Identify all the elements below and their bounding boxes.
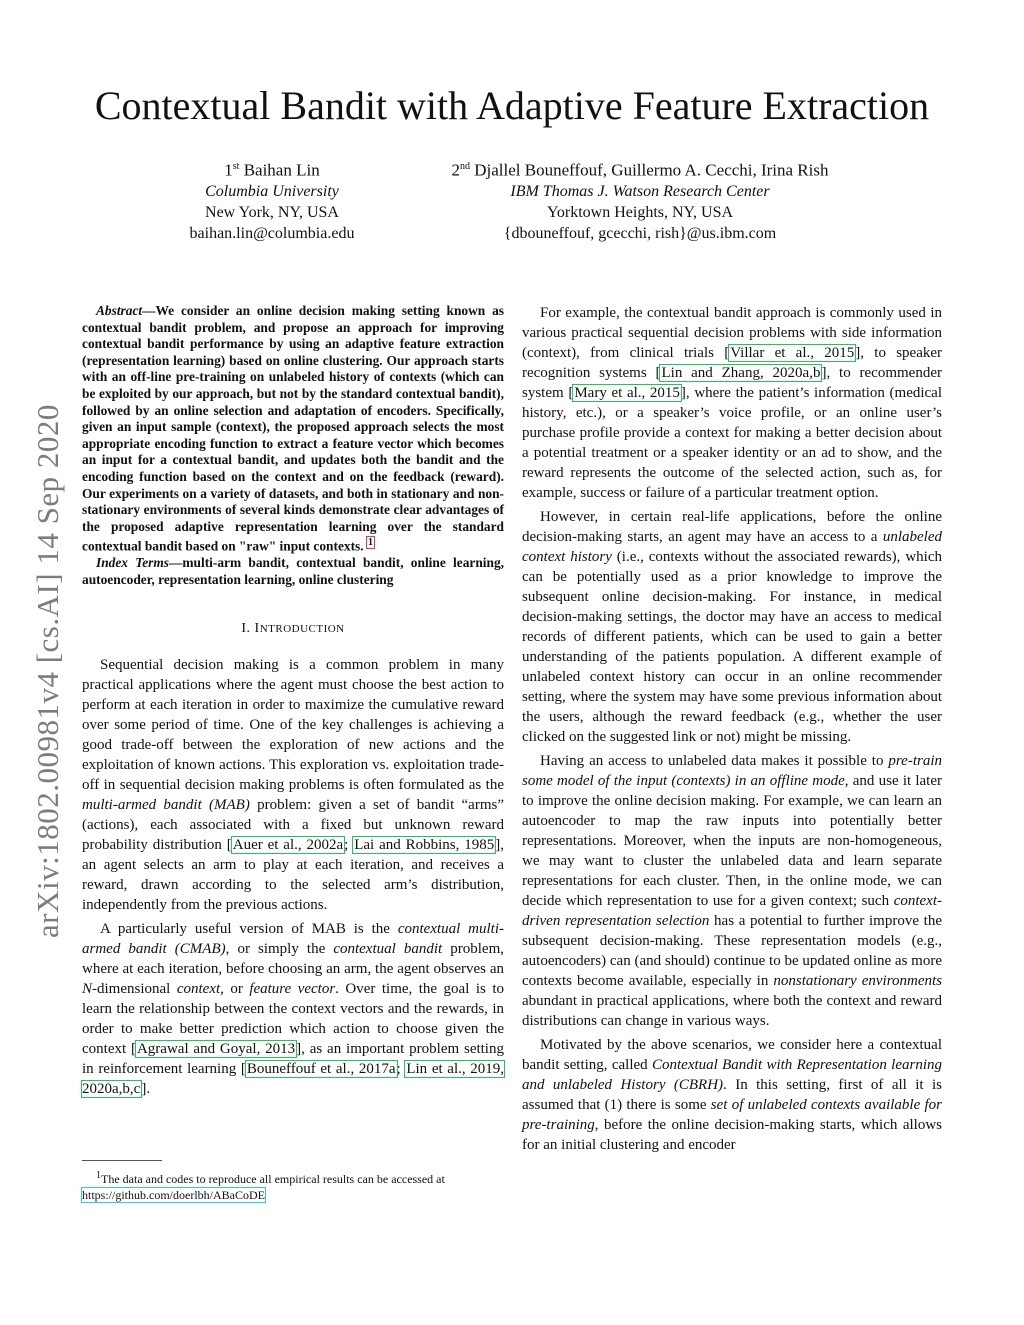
citation-link[interactable]: Bouneffouf et al., 2017a [246,1060,396,1077]
citation-link[interactable]: Agrawal and Goyal, 2013 [136,1040,296,1057]
arxiv-identifier: arXiv:1802.00981v4 [cs.AI] 14 Sep 2020 [30,404,65,938]
code-url-link[interactable]: https://github.com/doerlbh/ABaCoDE [82,1188,265,1202]
author-email: {dbouneffouf, gcecchi, rish}@us.ibm.com [503,224,777,242]
intro-paragraph-3: For example, the contextual bandit approach is commonly used in various practical sequential decision problems with side information (context), from clinical trials [Villar et al., 2015], to speaker recognition systems [Lin and Zhang, 2020a,b], to recommender system [Mary et al., 2015], where the patient’s information (medical history, etc.), or a speaker’s voice profile, or an online user’s purchase profile provide a context for making a better decision about a potential treatment or a speaker identity or an ad to show, and the reward represents the outcome of the selected action, such as, for example, success or failure of a particular treatment option. [522,305,943,501]
citation-link[interactable]: Villar et al., 2015 [730,345,855,361]
author-email: baihan.lin@columbia.edu [189,224,355,242]
author-name: 2nd Djallel Bouneffouf, Guillermo A. Cecchi, Irina Rish [451,160,829,180]
author-location: Yorktown Heights, NY, USA [546,203,734,221]
intro-paragraph-4: However, in certain real-life applications, before the online decision-making starts, an agent may have an access to a unlabeled context history (i.e., contexts without the associated rewards), which can be potentially used as a prior knowledge to improve the subsequent online decision-making. For instance, in medical decision-making settings, the doctor may have an access to medical records of different patients, which can be used to gain a better understanding of the patients population. A different example of unlabeled context history can occur in an online recommender setting, where the system may have some previous information about the users, although the reward feedback (e.g., whether the user clicked on the suggested link or not) might be missing. [522,509,942,745]
citation-link[interactable]: Mary et al., 2015 [574,385,680,401]
paper-title: Contextual Bandit with Adaptive Feature Extraction [94,83,930,128]
footnote-divider [82,1160,162,1161]
author-affiliation: Columbia University [205,182,339,200]
right-column [522,303,942,1159]
author-name: 1st Baihan Lin [224,160,320,180]
left-column [82,303,504,1103]
citation-link[interactable]: Lai and Robbins, 1985 [354,836,495,853]
footnote-link[interactable]: 1 [367,537,373,549]
intro-paragraph-2: A particularly useful version of MAB is the contextual multi-armed bandit (CMAB), or simply the contextual bandit problem, where at each iteration, before choosing an arm, the agent observes an N-dimensional context, or feature vector. Over time, the goal is to learn the relationship between the context vectors and the rewards, in order to make better prediction which action to choose given the context [Agrawal and Goyal, 2013], as an important problem setting in reinforcement learning [Bouneffouf et al., 2017a; Lin et al., 2019, 2020a,b,c]. [82,920,505,1097]
section-heading: I. INTRODUCTION [241,620,345,636]
citation-link[interactable]: Lin and Zhang, 2020a,b [661,365,821,381]
citation-link[interactable]: Auer et al., 2002a [232,836,344,853]
abstract: Abstract—We consider an online decision making setting known as contextual bandit problem, and propose an approach for improving contextual bandit performance by using an adaptive feature extraction (representation learning) based on online clustering. Our approach starts with an off-line pre-training on unlabeled history of contexts (which can be exploited by our approach, but not by the standard contextual bandit), followed by an online selection and adaptation of encoders. Specifically, given an input sample (context), the proposed approach selects the most appropriate encoding function to extract a feature vector which becomes an input for a contextual bandit, and updates both the bandit and the encoding function based on the context and on the feedback (reward). Our experiments on a variety of datasets, and both in stationary and non-stationary environments of several kinds demonstrate clear advantages of the proposed adaptive representation learning over the standard contextual bandit based on "raw" input contexts. $^1$ [82,303,504,554]
footnote: $^1$The data and codes to reproduce all empirical results can be accessed at https://github.com/doerlbh/ABaCoDE [82,1170,445,1202]
author-block-2 [400,156,880,244]
index-terms: Index Terms—multi-arm bandit, contextual bandit, online learning, autoencoder, representation learning, online clustering [82,555,504,587]
author-affiliation: IBM Thomas J. Watson Research Center [510,182,770,200]
intro-paragraph-1: Sequential decision making is a common problem in many practical applications where the agent must choose the best action to perform at each iteration in order to maximize the cumulative reward over some period of time. One of the key challenges is achieving a good trade-off between the exploration of new actions and the exploitation of known actions. This exploration vs. exploitation trade-off in sequential decision making problems is often formulated as the multi-armed bandit (MAB) problem: given a set of bandit “arms” (actions), each associated with a fixed but unknown reward probability distribution [Auer et al., 2002a; Lai and Robbins, 1985], an agent selects an arm to play at each iteration, and receives a reward, drawn according to the selected arm’s distribution, independently from the previous actions. [82,656,504,913]
author-location: New York, NY, USA [205,203,339,221]
intro-paragraph-5: Having an access to unlabeled data makes it possible to pre-train some model of the input (contexts) in an offline mode, and use it later to improve the online decision making. For example, we can learn an autoencoder to map the raw inputs into potentially better representations. Moreover, when the inputs are non-homogeneous, we may want to cluster the unlabeled data and learn separate representations for each cluster. Then, in the online mode, we can decide which representation to use for a given context; such context-driven representation selection has a potential to further improve the subsequent decision-making. These representation models (e.g., autoencoders) can (and should) continue to be updated online as more contexts become available, especially in nonstationary environments abundant in practical applications, where both the context and reward distributions can change in various ways. [522,753,943,1029]
citation-link[interactable]: Lin et al., 2019, 2020a,b,c [82,1060,505,1097]
author-block-1 [142,156,402,244]
intro-paragraph-6: Motivated by the above scenarios, we consider here a contextual bandit setting, called Contextual Bandit with Representation learning and unlabeled History (CBRH). In this setting, first of all it is assumed that (1) there is some set of unlabeled contexts available for pre-training, before the online decision-making starts, which allows for an initial clustering and encoder [522,1037,942,1153]
